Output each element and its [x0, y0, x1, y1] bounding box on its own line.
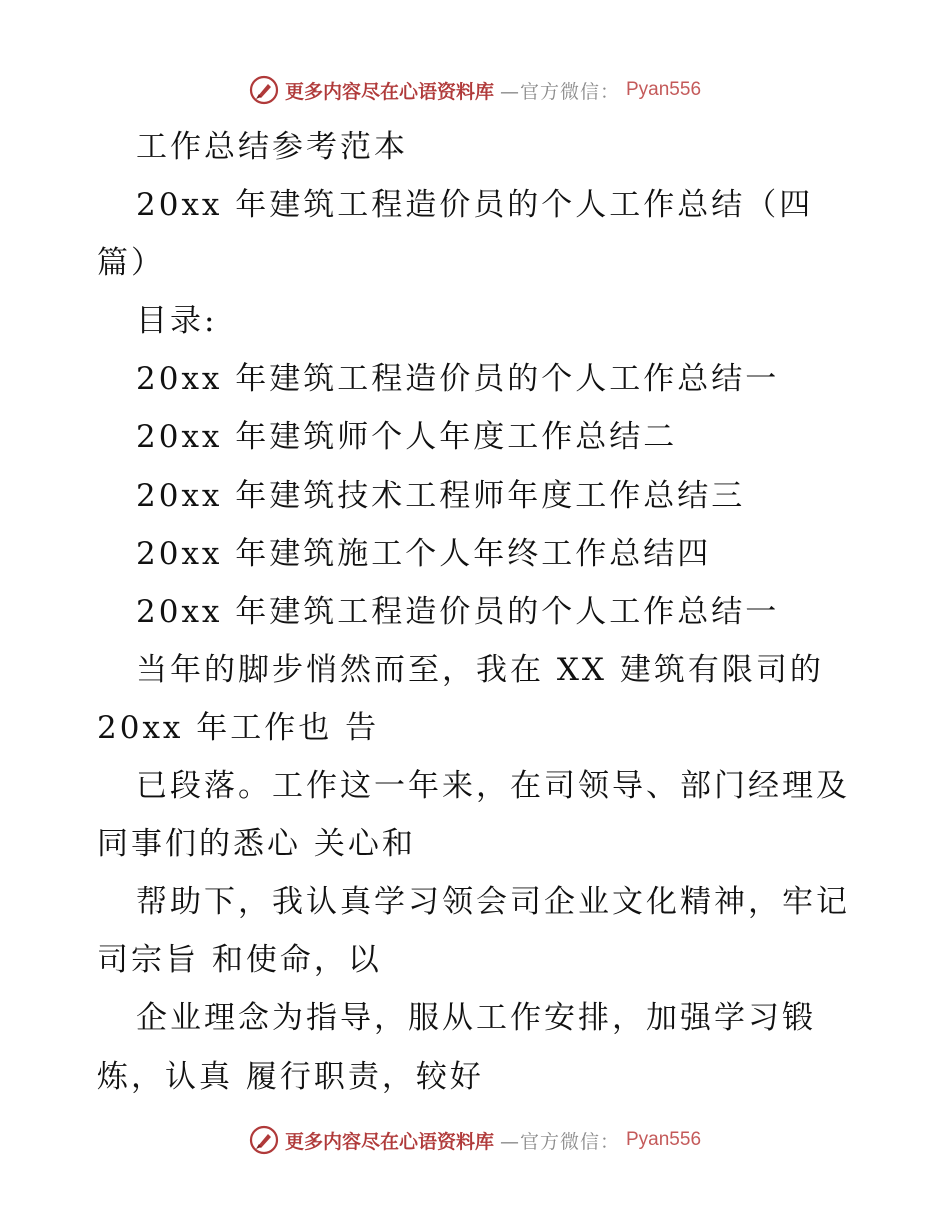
doc-line: 20xx 年建筑工程造价员的个人工作总结一 — [136, 361, 780, 398]
header-banner — [0, 70, 950, 110]
doc-line: 已段落。工作这一年来，在司领导、部门经理及 — [136, 768, 850, 805]
doc-line: 20xx 年建筑技术工程师年度工作总结三 — [136, 477, 746, 514]
doc-line: 工作总结参考范本 — [136, 129, 408, 165]
doc-line: 目录: — [136, 303, 218, 340]
doc-line: 司宗旨 和使命，以 — [97, 942, 382, 979]
doc-line: 20xx 年建筑施工个人年终工作总结四 — [136, 535, 712, 572]
banner-wechat-id: Pyan556 — [626, 79, 702, 100]
banner-title: 更多内容尽在心语资料库 — [284, 1130, 494, 1153]
banner-separator: —官方微信： — [499, 1130, 620, 1153]
doc-line: 当年的脚步悄然而至，我在 XX 建筑有限司的 — [136, 651, 824, 688]
doc-line: 同事们的悉心 关心和 — [97, 826, 416, 863]
doc-line: 帮助下，我认真学习领会司企业文化精神，牢记 — [136, 884, 850, 921]
doc-line: 20xx 年建筑师个人年度工作总结二 — [136, 419, 678, 456]
pen-logo-icon — [249, 1125, 279, 1155]
doc-line: 篇） — [97, 245, 165, 282]
footer-banner — [0, 1120, 950, 1160]
pen-logo-icon — [249, 75, 279, 105]
doc-line: 20xx 年建筑工程造价员的个人工作总结（四 — [136, 187, 814, 224]
banner-title: 更多内容尽在心语资料库 — [284, 80, 494, 103]
doc-line: 炼，认真 履行职责，较好 — [97, 1058, 484, 1095]
banner-wechat-id: Pyan556 — [626, 1129, 702, 1150]
document-body — [0, 118, 950, 1106]
doc-line: 20xx 年建筑工程造价员的个人工作总结一 — [136, 593, 780, 630]
doc-line: 20xx 年工作也 告 — [97, 709, 380, 746]
doc-line: 企业理念为指导，服从工作安排，加强学习锻 — [136, 1000, 816, 1037]
banner-separator: —官方微信： — [499, 80, 620, 103]
